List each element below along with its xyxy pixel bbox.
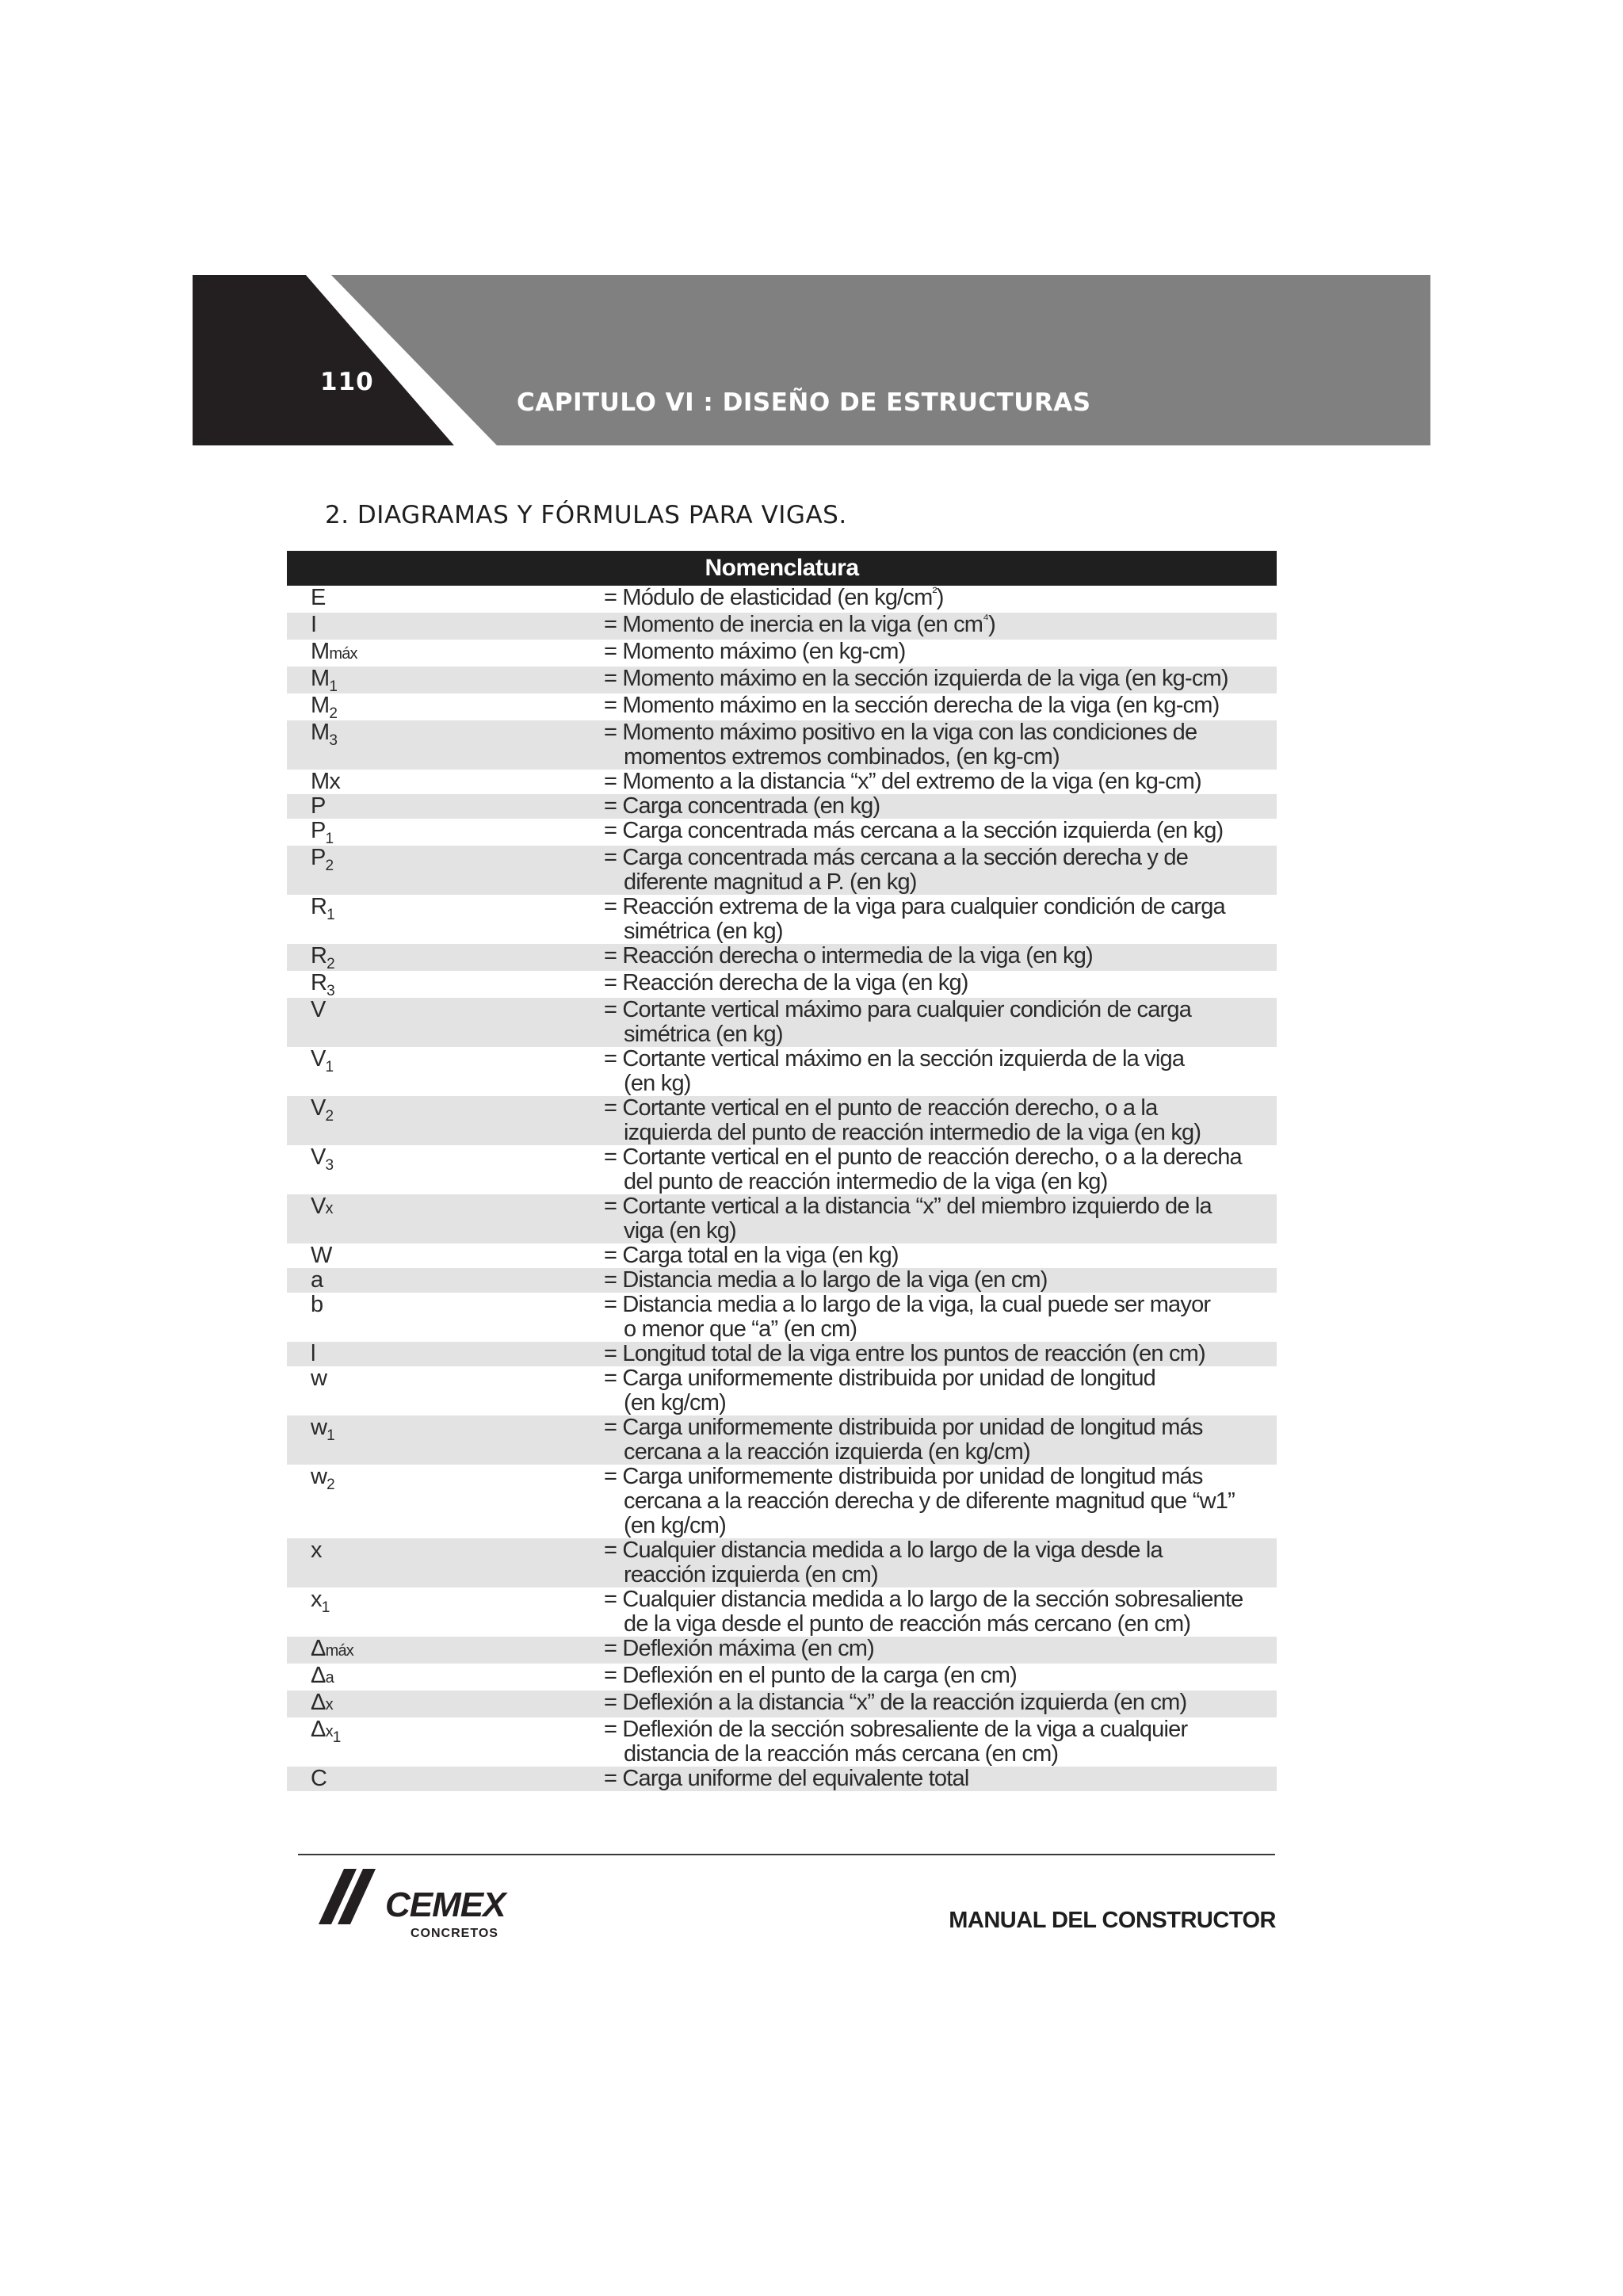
table-row <box>287 819 1277 846</box>
symbol-text: P <box>311 845 326 870</box>
symbol-cell <box>287 1637 604 1664</box>
symbol-cell <box>287 613 604 637</box>
definition-cell <box>604 640 1277 664</box>
symbol-subscript: 2 <box>325 1108 334 1125</box>
definition-cell <box>604 1587 1277 1637</box>
symbol-text: P <box>311 793 326 819</box>
symbol-qualifier: x <box>325 1696 333 1713</box>
symbol-text: Δ <box>311 1663 326 1688</box>
symbol-text: V <box>311 1095 326 1121</box>
symbol-subscript: 1 <box>325 831 334 847</box>
symbol-subscript: 1 <box>332 1729 341 1746</box>
symbol-qualifier: a <box>325 1669 334 1687</box>
definition-line: = Deflexión a la distancia “x” de la reacción izquierda (en cm) <box>604 1690 1187 1715</box>
symbol-subscript: 2 <box>329 705 338 722</box>
definition-line: = Cortante vertical máximo para cualquier condición de carga <box>604 997 1192 1022</box>
symbol-text: x <box>311 1587 322 1612</box>
symbol-cell <box>287 1244 604 1268</box>
definition-line: = Distancia media a lo largo de la viga (en cm) <box>604 1267 1048 1293</box>
table-row <box>287 846 1277 895</box>
symbol-text: M <box>311 693 330 718</box>
definition-cell <box>604 895 1277 944</box>
symbol-cell <box>287 1366 604 1391</box>
definition-cell <box>604 1690 1277 1715</box>
symbol-subscript: 2 <box>325 858 334 874</box>
symbol-text: Δ <box>311 1717 326 1742</box>
symbol-cell <box>287 1293 604 1317</box>
definition-line: = Momento de inercia en la viga (en $cm^{^4}$) <box>604 611 995 637</box>
definition-cell <box>604 1664 1277 1688</box>
definition-line: (en kg/cm) <box>624 1390 726 1415</box>
definition-line: de la viga desde el punto de reacción más cercano (en cm) <box>624 1611 1191 1637</box>
table-row <box>287 971 1277 998</box>
definition-cell <box>604 720 1277 770</box>
definition-line: simétrica (en kg) <box>624 1022 783 1047</box>
definition-line: momentos extremos combinados, (en kg-cm) <box>624 744 1060 770</box>
table-row <box>287 944 1277 971</box>
symbol-cell <box>287 944 604 971</box>
definition-cell <box>604 1637 1277 1661</box>
symbol-cell <box>287 1342 604 1366</box>
symbol-text: Δ <box>311 1690 326 1715</box>
table-row <box>287 1690 1277 1717</box>
symbol-cell <box>287 640 604 667</box>
symbol-cell <box>287 819 604 846</box>
table-row <box>287 770 1277 794</box>
definition-cell <box>604 667 1277 691</box>
symbol-text: V <box>311 997 326 1022</box>
definition-cell <box>604 1293 1277 1342</box>
page-number: 110 <box>320 368 374 396</box>
definition-cell <box>604 1244 1277 1268</box>
definition-line: reacción izquierda (en cm) <box>624 1562 878 1587</box>
definition-line: = Reacción derecha de la viga (en kg) <box>604 970 968 995</box>
definition-line: viga (en kg) <box>624 1218 736 1244</box>
table-row <box>287 1465 1277 1538</box>
logo-text: CEMEX <box>385 1885 506 1924</box>
definition-line: = Deflexión de la sección sobresaliente de la viga a cualquier <box>604 1717 1188 1742</box>
symbol-cell <box>287 998 604 1022</box>
manual-title: MANUAL DEL CONSTRUCTOR <box>949 1908 1276 1933</box>
symbol-text: R <box>311 943 327 968</box>
symbol-subscript: 1 <box>327 1427 334 1444</box>
definition-line: = Carga concentrada más cercana a la sección izquierda (en kg) <box>604 818 1224 843</box>
definition-cell <box>604 1366 1277 1415</box>
table-row <box>287 640 1277 667</box>
symbol-text: w <box>311 1366 327 1391</box>
symbol-text: a <box>311 1267 323 1293</box>
symbol-text: Δ <box>311 1636 326 1661</box>
symbol-text: b <box>311 1292 323 1317</box>
definition-cell <box>604 1096 1277 1145</box>
symbol-cell <box>287 720 604 747</box>
definition-cell <box>604 613 1277 640</box>
table-row <box>287 794 1277 819</box>
definition-cell <box>604 1194 1277 1244</box>
symbol-text: E <box>311 585 326 610</box>
table-row <box>287 1637 1277 1664</box>
symbol-cell <box>287 1096 604 1123</box>
definition-line: diferente magnitud a P. (en kg) <box>624 869 917 895</box>
table-row <box>287 1268 1277 1293</box>
definition-line: distancia de la reacción más cercana (en cm) <box>624 1741 1059 1767</box>
symbol-text: M <box>311 720 330 745</box>
symbol-cell <box>287 1690 604 1717</box>
cemex-logo <box>319 1869 525 1942</box>
symbol-subscript: 1 <box>321 1599 330 1616</box>
chapter-title: CAPITULO VI : DISEÑO DE ESTRUCTURAS <box>517 388 1091 417</box>
definition-cell <box>604 770 1277 794</box>
table-heading: Nomenclatura <box>287 551 1277 586</box>
table-row <box>287 895 1277 944</box>
symbol-subscript: 1 <box>325 1059 334 1075</box>
symbol-text: V <box>311 1144 326 1170</box>
definition-line: = Deflexión en el punto de la carga (en cm) <box>604 1663 1017 1688</box>
symbol-text: l <box>311 1341 315 1366</box>
symbol-text: Mx <box>311 769 341 794</box>
definition-line: izquierda del punto de reacción intermedio de la viga (en kg) <box>624 1120 1201 1145</box>
symbol-cell <box>287 586 604 610</box>
symbol-subscript: 3 <box>327 983 334 999</box>
table-row <box>287 1194 1277 1244</box>
definition-line: = Cortante vertical a la distancia “x” del miembro izquierdo de la <box>604 1194 1212 1219</box>
symbol-cell <box>287 1587 604 1614</box>
definition-line: = Longitud total de la viga entre los puntos de reacción (en cm) <box>604 1341 1205 1366</box>
definition-line: = Momento máximo en la sección derecha de la viga (en kg-cm) <box>604 693 1220 718</box>
symbol-cell <box>287 1145 604 1172</box>
section-title: 2. DIAGRAMAS Y FÓRMULAS PARA VIGAS. <box>325 501 847 529</box>
symbol-cell <box>287 1194 604 1221</box>
nomenclature-table <box>287 551 1277 1791</box>
symbol-text: I <box>311 612 317 637</box>
symbol-text: P <box>311 818 326 843</box>
definition-line: = Carga uniformemente distribuida por unidad de longitud <box>604 1366 1155 1391</box>
table-row <box>287 1342 1277 1366</box>
table-row <box>287 1096 1277 1145</box>
definition-line: = Distancia media a lo largo de la viga, la cual puede ser mayor <box>604 1292 1211 1317</box>
definition-cell <box>604 998 1277 1047</box>
definition-line: = Cortante vertical en el punto de reacción derecho, o a la <box>604 1095 1158 1121</box>
definition-line: del punto de reacción intermedio de la viga (en kg) <box>624 1169 1108 1194</box>
definition-cell <box>604 1415 1277 1465</box>
symbol-cell <box>287 1465 604 1492</box>
definition-line: (en kg) <box>624 1071 691 1096</box>
definition-cell <box>604 819 1277 843</box>
symbol-text: w <box>311 1464 327 1489</box>
definition-line: = Deflexión máxima (en cm) <box>604 1636 875 1661</box>
table-row <box>287 720 1277 770</box>
table-row <box>287 1717 1277 1767</box>
definition-line: = Módulo de elasticidad (en $kg/cm^{^2}$) <box>604 584 944 610</box>
definition-cell <box>604 794 1277 819</box>
symbol-cell <box>287 846 604 873</box>
table-row <box>287 1415 1277 1465</box>
definition-cell <box>604 1465 1277 1538</box>
table-row <box>287 1538 1277 1587</box>
symbol-text: C <box>311 1766 327 1791</box>
symbol-cell <box>287 1767 604 1791</box>
cemex-logo-mark <box>319 1869 525 1942</box>
symbol-cell <box>287 667 604 693</box>
table-row <box>287 1244 1277 1268</box>
symbol-subscript: 1 <box>329 678 338 695</box>
symbol-subscript: 1 <box>327 907 334 923</box>
definition-cell <box>604 1767 1277 1791</box>
definition-line: simétrica (en kg) <box>624 919 783 944</box>
table-row <box>287 1664 1277 1690</box>
definition-cell <box>604 586 1277 613</box>
symbol-subscript: 2 <box>327 1477 334 1493</box>
definition-line: = Momento máximo en la sección izquierda de la viga (en kg-cm) <box>604 666 1228 691</box>
definition-line: o menor que “a” (en cm) <box>624 1316 857 1342</box>
symbol-text: R <box>311 894 327 919</box>
definition-line: = Momento máximo positivo en la viga con las condiciones de <box>604 720 1197 745</box>
table-rows <box>287 586 1277 1791</box>
table-row <box>287 667 1277 693</box>
definition-line: = Carga concentrada (en kg) <box>604 793 880 819</box>
definition-cell <box>604 1342 1277 1366</box>
symbol-cell <box>287 794 604 819</box>
symbol-text: M <box>311 666 330 691</box>
symbol-cell <box>287 971 604 998</box>
symbol-cell <box>287 693 604 720</box>
symbol-qualifier: x <box>325 1723 333 1740</box>
definition-cell <box>604 1047 1277 1096</box>
symbol-cell <box>287 1664 604 1690</box>
symbol-cell <box>287 895 604 922</box>
symbol-subscript: 3 <box>329 732 338 749</box>
definition-cell <box>604 1268 1277 1293</box>
symbol-text: W <box>311 1243 332 1268</box>
definition-cell <box>604 1717 1277 1767</box>
symbol-text: w <box>311 1415 327 1440</box>
symbol-text: V <box>311 1046 326 1072</box>
definition-line: = Momento a la distancia “x” del extremo de la viga (en kg-cm) <box>604 769 1201 794</box>
symbol-text: M <box>311 639 330 664</box>
symbol-subscript: 3 <box>325 1157 334 1174</box>
definition-line: = Cortante vertical máximo en la sección izquierda de la viga <box>604 1046 1185 1072</box>
definition-line: = Momento máximo (en kg-cm) <box>604 639 906 664</box>
definition-line: = Reacción derecha o intermedia de la viga (en kg) <box>604 943 1093 968</box>
table-row <box>287 1047 1277 1096</box>
table-row <box>287 586 1277 613</box>
table-row <box>287 998 1277 1047</box>
definition-cell <box>604 693 1277 718</box>
logo-subtext: CONCRETOS <box>411 1927 498 1940</box>
definition-line: = Carga uniformemente distribuida por unidad de longitud más <box>604 1415 1203 1440</box>
table-row <box>287 613 1277 640</box>
symbol-cell <box>287 1538 604 1563</box>
definition-cell <box>604 1538 1277 1587</box>
definition-line: = Cortante vertical en el punto de reacción derecho, o a la derecha <box>604 1144 1242 1170</box>
definition-line: cercana a la reacción izquierda (en kg/cm) <box>624 1439 1030 1465</box>
definition-line: cercana a la reacción derecha y de diferente magnitud que “w1” <box>624 1488 1235 1514</box>
symbol-text: x <box>311 1538 322 1563</box>
definition-line: = Carga uniforme del equivalente total <box>604 1766 969 1791</box>
symbol-text: R <box>311 970 327 995</box>
definition-cell <box>604 846 1277 895</box>
definition-line: = Carga uniformemente distribuida por unidad de longitud más <box>604 1464 1203 1489</box>
symbol-qualifier: máx <box>325 1642 353 1660</box>
definition-cell <box>604 1145 1277 1194</box>
definition-cell <box>604 944 1277 968</box>
definition-line: (en kg/cm) <box>624 1513 726 1538</box>
table-row <box>287 1587 1277 1637</box>
symbol-text: V <box>311 1194 326 1219</box>
symbol-qualifier: x <box>325 1200 333 1217</box>
definition-cell <box>604 971 1277 995</box>
definition-line: = Carga total en la viga (en kg) <box>604 1243 899 1268</box>
symbol-cell <box>287 1047 604 1074</box>
symbol-cell <box>287 1268 604 1293</box>
symbol-subscript: 2 <box>327 956 334 972</box>
definition-line: = Carga concentrada más cercana a la sección derecha y de <box>604 845 1189 870</box>
table-row <box>287 1767 1277 1791</box>
symbol-qualifier: máx <box>329 645 357 663</box>
table-row <box>287 1366 1277 1415</box>
footer-rule <box>298 1854 1275 1855</box>
definition-line: = Reacción extrema de la viga para cualquier condición de carga <box>604 894 1225 919</box>
definition-line: = Cualquier distancia medida a lo largo de la viga desde la <box>604 1538 1163 1563</box>
symbol-cell <box>287 1717 604 1744</box>
table-row <box>287 1293 1277 1342</box>
symbol-cell <box>287 1415 604 1442</box>
symbol-cell <box>287 770 604 794</box>
table-row <box>287 693 1277 720</box>
table-row <box>287 1145 1277 1194</box>
definition-line: = Cualquier distancia medida a lo largo de la sección sobresaliente <box>604 1587 1243 1612</box>
